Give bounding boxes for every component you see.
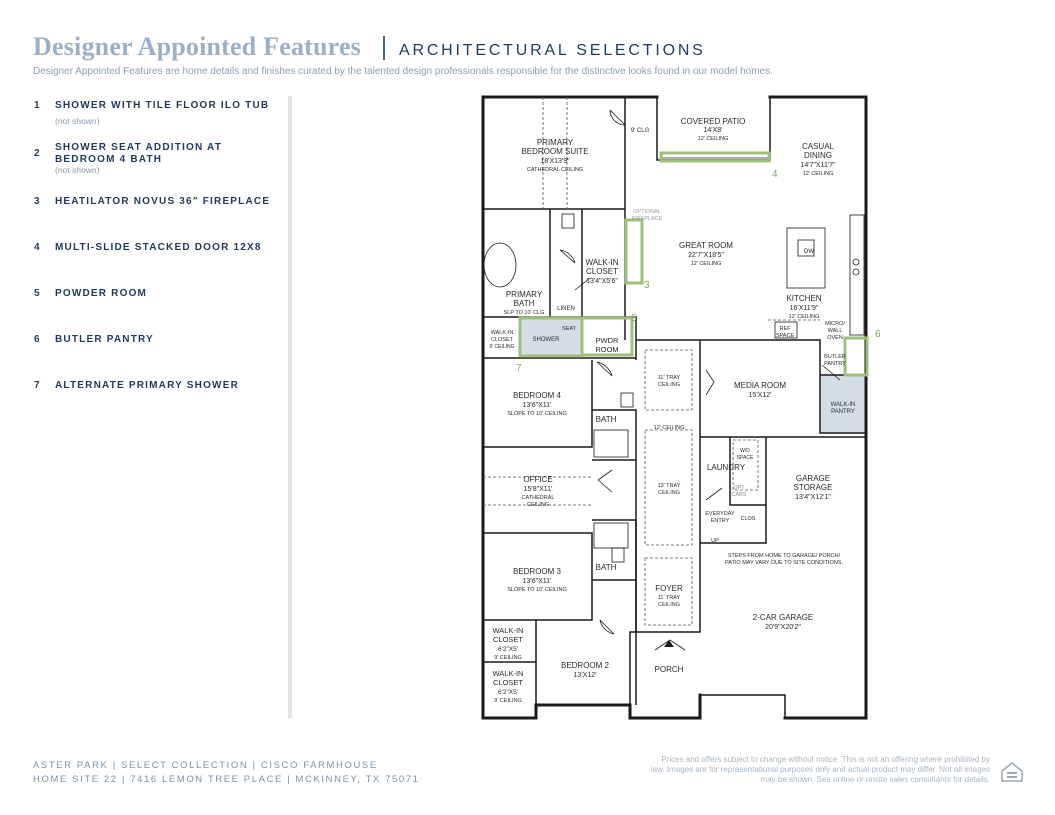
site-note: PATIO MAY VARY DUE TO SITE CONDITIONS. <box>725 560 843 566</box>
room-ceiling: 12' CEILING <box>690 261 722 267</box>
appliance-label: OVEN <box>827 335 843 341</box>
room-ceiling: SLOPE TO 10' CEILING <box>507 411 567 417</box>
room-name: SHOWER <box>532 337 560 343</box>
room-name: SEAT <box>562 326 576 332</box>
room-dims: 18'X13'9" <box>540 158 570 165</box>
appliance-label: W/D <box>740 448 750 454</box>
room-name: WALK-IN <box>830 402 856 408</box>
room-ceiling: 9' CEILING <box>489 344 515 350</box>
feature-note: (not shown) <box>55 165 100 175</box>
room-name: WALK-IN <box>492 669 524 678</box>
feature-number: 5 <box>34 288 40 299</box>
room-name: KITCHEN <box>786 294 822 303</box>
room-ceiling: CEILING <box>526 502 550 508</box>
room-name: WALK-IN <box>585 258 619 267</box>
room-dims: 14'X8' <box>703 127 723 134</box>
room-name: CLOSET <box>490 337 514 343</box>
room-name: BEDROOM 4 <box>512 391 562 400</box>
feature-number: 6 <box>34 334 40 345</box>
floor-plan <box>470 85 880 730</box>
feature-number: 7 <box>34 380 40 391</box>
room-dims: 13'4"X12'1" <box>795 494 831 501</box>
room-note: FIREPLACE <box>631 216 663 222</box>
room-name: CLOSET <box>585 267 619 276</box>
feature-note: (not shown) <box>55 116 100 126</box>
feature-number: 2 <box>34 148 40 159</box>
room-name: COVERED PATIO <box>680 117 746 126</box>
room-ceiling: 9' CLG <box>630 128 650 134</box>
feature-label: ALTERNATE PRIMARY SHOWER <box>55 380 239 391</box>
room-name: CLOSET <box>492 635 524 644</box>
room-ceiling: 11' TRAY <box>657 595 681 601</box>
vertical-divider <box>288 96 292 718</box>
room-ceiling: CATHEDRAL CEILING <box>526 167 584 173</box>
marker-3: 3 <box>644 280 650 291</box>
room-ceiling: 13' TRAY <box>657 483 681 489</box>
room-dims: 6'2"X5' <box>498 646 518 653</box>
room-name: PANTRY <box>831 409 855 415</box>
room-ceiling: CEILING <box>657 490 681 496</box>
room-name: BEDROOM 2 <box>560 661 610 670</box>
room-name: STORAGE <box>793 483 833 492</box>
room-note: UP <box>711 538 719 544</box>
room-dims: 22'7"X18'5" <box>688 252 724 259</box>
room-name: PRIMARY <box>536 138 574 147</box>
room-name: BATH <box>595 415 617 424</box>
room-name: BUTLER <box>824 354 846 360</box>
footer-community: ASTER PARK | SELECT COLLECTION | CISCO FARMHOUSE <box>33 760 378 771</box>
room-name: GARAGE <box>795 474 831 483</box>
room-name: OFFICE <box>523 475 553 484</box>
room-name: MEDIA ROOM <box>733 381 787 390</box>
room-name: PWDR <box>595 336 619 345</box>
room-note: CABS <box>731 492 747 498</box>
room-dims: 16'X11'9" <box>789 305 819 312</box>
room-name: ROOM <box>595 345 619 354</box>
room-note: OPT <box>733 485 745 491</box>
room-ceiling: 9' CEILING <box>494 698 522 704</box>
footer-disclaimer: Prices and offers subject to change without notice. This is not an offering where prohibited by law. Images are for representational purposes only and actual product may differ. Not all images may be shown. See online or onsite sales consultants for details. <box>650 755 990 784</box>
room-ceiling: 9' CEILING <box>494 655 522 661</box>
marker-4: 4 <box>772 169 778 180</box>
feature-number: 4 <box>34 242 40 253</box>
room-ceiling: CATHEDRAL <box>521 495 555 501</box>
room-name: PORCH <box>654 665 684 674</box>
room-name: BEDROOM 3 <box>512 567 562 576</box>
room-name: LINEN <box>557 306 575 312</box>
room-name: BATH <box>595 563 617 572</box>
room-ceiling: SLOPE TO 10' CEILING <box>507 587 567 593</box>
room-dims: 15'8"X11' <box>523 486 553 493</box>
feature-label: BUTLER PANTRY <box>55 334 154 345</box>
room-dims: 14'7"X11'7" <box>800 162 836 169</box>
room-dims: 13'6"X11' <box>522 402 552 409</box>
room-ceiling: CEILING <box>657 382 681 388</box>
room-name: BEDROOM SUITE <box>521 147 589 156</box>
marker-7: 7 <box>516 363 522 374</box>
appliance-label: SPACE <box>736 455 754 461</box>
room-name: PANTRY <box>824 361 846 367</box>
page-title: Designer Appointed Features <box>33 32 362 61</box>
footer-address: HOME SITE 22 | 7416 LEMON TREE PLACE | MCKINNEY, TX 75071 <box>33 774 420 785</box>
appliance-label: WALL <box>827 328 843 334</box>
room-ceiling: 12' CEILING <box>802 171 834 177</box>
room-name: 2-CAR GARAGE <box>752 613 814 622</box>
room-ceiling: 12' CEILING <box>697 136 729 142</box>
feature-label: SHOWER SEAT ADDITION AT BEDROOM 4 BATH <box>55 142 223 165</box>
room-name: LAUNDRY <box>706 463 746 472</box>
feature-label: POWDER ROOM <box>55 288 148 299</box>
room-dims: 13'6"X11' <box>522 578 552 585</box>
appliance-label: REF <box>779 326 791 332</box>
room-ceiling: 11' TRAY <box>657 375 681 381</box>
page-subtitle: ARCHITECTURAL SELECTIONS <box>399 42 706 59</box>
marker-6: 6 <box>875 329 881 340</box>
room-name: EVERYDAY <box>705 511 735 517</box>
feature-label: HEATILATOR NOVUS 36" FIREPLACE <box>55 196 271 207</box>
room-dims: 6'2"X5' <box>498 689 518 696</box>
room-name: CLOSET <box>492 678 524 687</box>
room-name: FOYER <box>655 584 683 593</box>
room-name: CASUAL <box>801 142 835 151</box>
feature-label: SHOWER WITH TILE FLOOR ILO TUB <box>55 100 270 111</box>
room-labels <box>489 117 855 704</box>
room-name: WALK-IN <box>490 330 514 336</box>
room-name: BATH <box>513 299 535 308</box>
marker-5: 5 <box>631 313 637 324</box>
entry-arrow-icon <box>664 640 674 647</box>
room-dims: 15'X12' <box>748 392 772 399</box>
equal-housing-icon <box>999 759 1025 785</box>
ceiling-lines <box>483 97 820 625</box>
plan-fills <box>520 317 866 433</box>
room-dims: 20'9"X20'2" <box>765 624 801 631</box>
appliance-label: DW <box>804 249 814 255</box>
appliance-label: SPACE <box>775 333 795 339</box>
room-note: OPTIONAL <box>633 209 661 215</box>
feature-number: 1 <box>34 100 40 111</box>
page-description: Designer Appointed Features are home details and finishes curated by the talented design professionals responsible for the distinctive looks found in our model homes. <box>33 66 773 77</box>
title-divider <box>383 36 385 60</box>
room-ceiling: 12' CEILING <box>788 314 820 320</box>
room-dims: 13'X12' <box>573 672 597 679</box>
room-name: GREAT ROOM <box>679 241 733 250</box>
room-ceiling: SLP TO 10' CLG <box>503 310 545 316</box>
feature-number: 3 <box>34 196 40 207</box>
room-name: PRIMARY <box>505 290 543 299</box>
feature-label: MULTI-SLIDE STACKED DOOR 12X8 <box>55 242 262 253</box>
room-ceiling: CEILING <box>657 602 681 608</box>
room-name: DINING <box>804 151 832 160</box>
room-name: WALK-IN <box>492 626 524 635</box>
room-name: ENTRY <box>710 518 730 524</box>
room-ceiling: 12' CEILING <box>653 425 685 431</box>
site-note: STEPS FROM HOME TO GARAGE/ PORCH/ <box>727 553 841 559</box>
room-dims: 13'4"X5'6" <box>586 278 618 285</box>
room-name: CLOS <box>740 516 756 522</box>
appliance-label: MICRO/ <box>825 321 845 327</box>
